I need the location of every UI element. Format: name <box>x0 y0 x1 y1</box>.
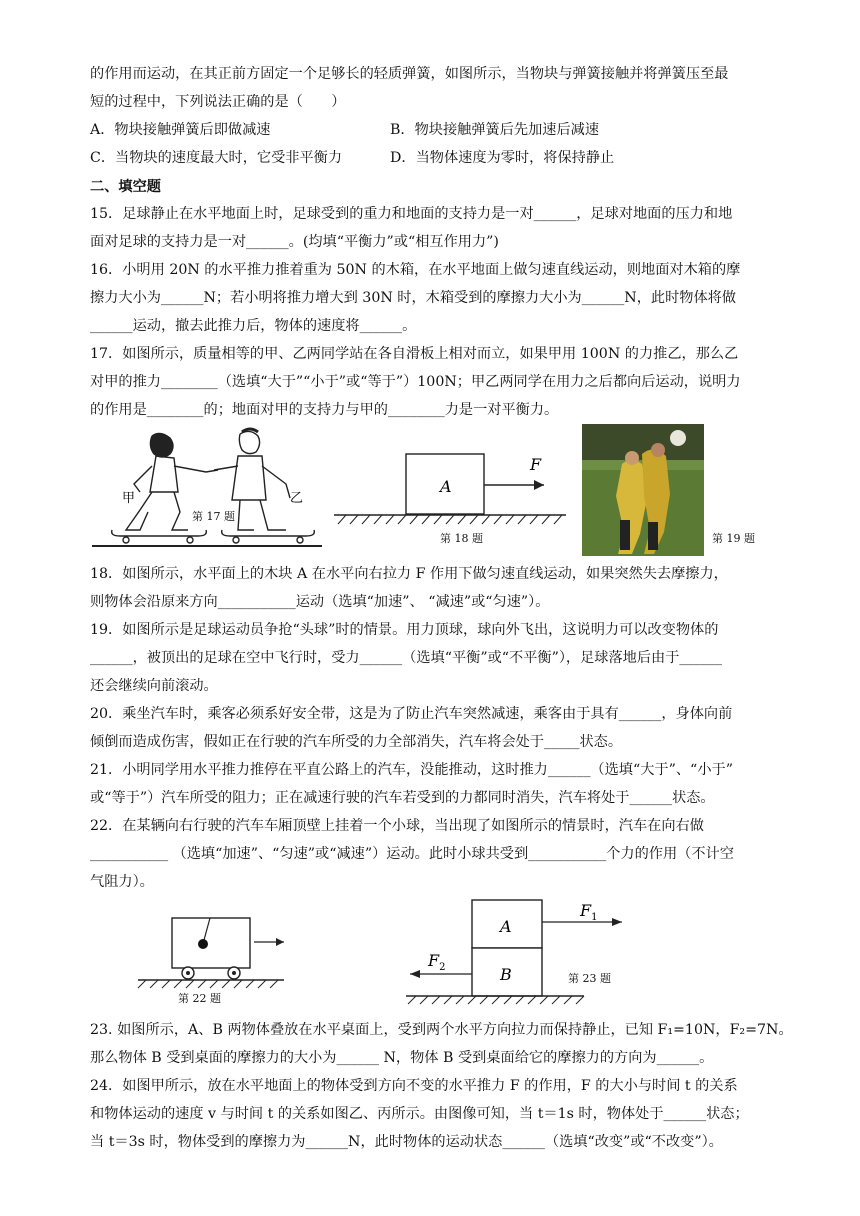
q17-line-3: 的作用是________的；地面对甲的支持力与甲的________力是一对平衡力。 <box>90 402 559 418</box>
block-b-label-23: B <box>500 965 512 984</box>
q19-line-3: 还会继续向前滚动。 <box>90 678 218 694</box>
force-f1-label <box>579 901 597 923</box>
q20-line-1: 20．乘坐汽车时，乘客必须系好安全带，这是为了防止汽车突然减速，乘客由于具有______，身体向前 <box>90 706 733 722</box>
figure-17-skateboard-push <box>90 426 330 550</box>
q19-line-2: ______，被顶出的足球在空中飞行时，受力______（选填“平衡”或“不平衡”），足球落地后由于______ <box>90 650 722 666</box>
label-jia: 甲 <box>122 491 136 506</box>
q21-line-1: 21．小明同学用水平推力推停在平直公路上的汽车，没能推动，这时推力______（选填“大于”、“小于” <box>90 762 733 778</box>
q19-line-1: 19．如图所示是足球运动员争抢“头球”时的情景。用力顶球，球向外飞出，这说明力可以改变物体的 <box>90 622 719 638</box>
q22-line-1: 22．在某辆向右行驶的汽车车厢顶壁上挂着一个小球，当出现了如图所示的情景时，汽车在向右做 <box>90 818 704 834</box>
q17-line-2: 对甲的推力________（选填“大于”“小于”或“等于”）100N；甲乙两同学在用力之后都向后运动，说明力 <box>90 374 741 390</box>
q24-line-1: 24．如图甲所示，放在水平地面上的物体受到方向不变的水平推力 F 的作用，F 的大小与时间 t 的关系 <box>90 1078 738 1094</box>
q14-option-c: C．当物块的速度最大时，它受非平衡力 <box>90 150 343 166</box>
q14-line-1: 的作用而运动，在其正前方固定一个足够长的轻质弹簧，如图所示，当物块与弹簧接触并将弹簧压至最 <box>90 66 729 82</box>
force-f1-letter: F <box>580 901 592 920</box>
q14-line-2: 短的过程中，下列说法正确的是（ ） <box>90 94 346 110</box>
q23-line-1: 23. 如图所示，A、B 两物体叠放在水平桌面上，受到两个水平方向拉力而保持静止，已知 F₁=10N，F₂=7N。 <box>90 1022 793 1038</box>
q23-line-2: 那么物体 B 受到桌面的摩擦力的大小为______ N，物体 B 受到桌面给它的摩擦力的方向为______。 <box>90 1050 714 1066</box>
q20-line-2: 倾倒而造成伤害，假如正在行驶的汽车所受的力全部消失，汽车将会处于_____状态。 <box>90 734 623 750</box>
q24-line-2: 和物体运动的速度 v 与时间 t 的关系如图乙、丙所示。由图像可知，当 t＝1s 时，物体处于______状态； <box>90 1106 749 1122</box>
caption-figure-22: 第 22 题 <box>178 992 221 1005</box>
force-f2-letter: F <box>428 951 440 970</box>
caption-figure-18: 第 18 题 <box>440 532 483 545</box>
figure-19-football-header-photo <box>582 424 704 556</box>
q22-line-3: 气阻力）。 <box>90 874 154 890</box>
q17-line-1: 17．如图所示，质量相等的甲、乙两同学站在各自滑板上相对而立，如果甲用 100N 的力推乙，那么乙 <box>90 346 739 362</box>
q15-line-2: 面对足球的支持力是一对______。(均填“平衡力”或“相互作用力”) <box>90 234 499 250</box>
force-f-label: F <box>530 455 542 474</box>
q14-option-b: B．物块接触弹簧后先加速后减速 <box>390 122 600 138</box>
section-heading-fill-in: 二、填空题 <box>90 179 161 195</box>
q16-line-3: ______运动，撤去此推力后，物体的速度将______。 <box>90 318 417 334</box>
caption-figure-17: 第 17 题 <box>192 510 235 523</box>
force-f1-subscript: 1 <box>591 912 598 923</box>
q22-line-2: ___________ （选填“加速”、“匀速”或“减速”）运动。此时小球共受到___________个力的作用（不计空 <box>90 846 734 862</box>
q24-line-3: 当 t＝3s 时，物体受到的摩擦力为______N，此时物体的运动状态______（选填“改变”或“不改变”）。 <box>90 1134 723 1150</box>
q15-line-1: 15．足球静止在水平地面上时，足球受到的重力和地面的支持力是一对______，足球对地面的压力和地 <box>90 206 733 222</box>
q16-line-2: 擦力大小为______N；若小明将推力增大到 30N 时，木箱受到的摩擦力大小为______N，此时物体将做 <box>90 290 737 306</box>
q18-line-1: 18．如图所示，水平面上的木块 A 在水平向右拉力 F 作用下做匀速直线运动，如果突然失去摩擦力， <box>90 566 728 582</box>
block-a-label: A <box>440 477 452 496</box>
q14-option-a: A．物块接触弹簧后即做减速 <box>90 122 271 138</box>
q14-option-d: D．当物体速度为零时，将保持静止 <box>390 150 615 166</box>
q18-line-2: 则物体会沿原来方向___________运动（选填“加速”、 “减速”或“匀速”）。 <box>90 594 550 610</box>
caption-figure-19: 第 19 题 <box>712 532 755 545</box>
caption-figure-23: 第 23 题 <box>568 972 611 985</box>
figure-18-block-force <box>334 430 574 530</box>
figure-22-cart-pendulum <box>134 910 334 994</box>
label-yi: 乙 <box>290 491 304 506</box>
force-f2-label <box>427 951 445 973</box>
block-a-label-23: A <box>500 917 512 936</box>
q21-line-2: 或“等于”）汽车所受的阻力；正在减速行驶的汽车若受到的力都同时消失，汽车将处于______状态。 <box>90 790 715 806</box>
figure-23-stacked-blocks <box>404 894 664 1012</box>
force-f2-subscript: 2 <box>439 962 446 973</box>
q16-line-1: 16．小明用 20N 的水平推力推着重为 50N 的木箱，在水平地面上做匀速直线运动，则地面对木箱的摩 <box>90 262 741 278</box>
